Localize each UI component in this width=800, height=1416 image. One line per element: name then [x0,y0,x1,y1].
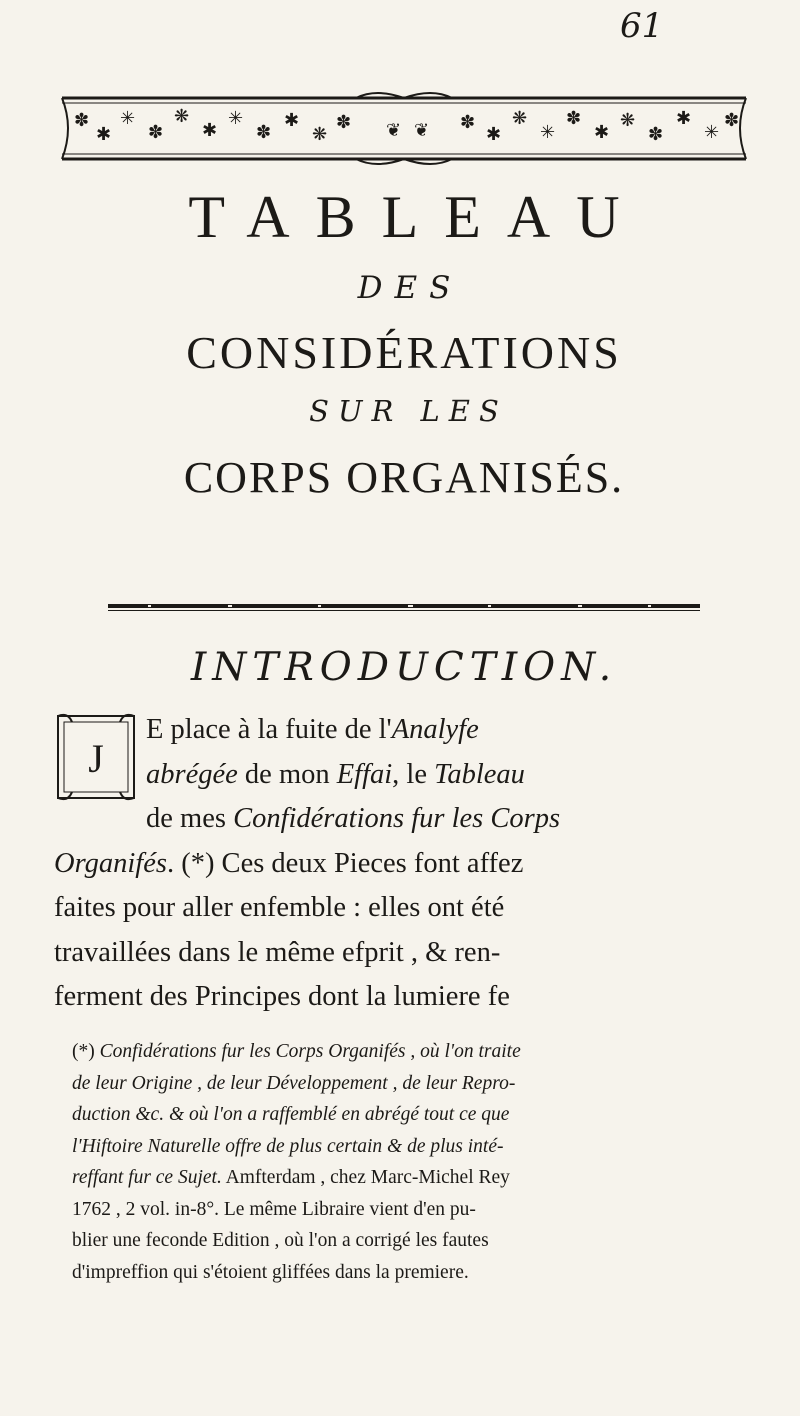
svg-text:✱: ✱ [486,124,502,145]
footnote-line-6: 1762 , 2 vol. in-8°. Le même Libraire vient d'en pu- [72,1198,476,1220]
drop-cap-letter: J [88,736,104,781]
decorative-rule-divider [108,601,700,615]
svg-text:✱: ✱ [96,124,112,145]
svg-text:✱: ✱ [202,120,218,141]
svg-text:✽: ✽ [74,110,90,131]
body-line-4: Organifés. (*) Ces deux Pieces font affez [54,847,524,879]
svg-text:❋: ❋ [312,124,328,145]
title-block [56,174,752,510]
svg-text:❋: ❋ [174,106,190,127]
svg-text:✽: ✽ [566,108,582,129]
svg-text:✽: ✽ [256,122,272,143]
svg-text:✱: ✱ [284,110,300,131]
svg-text:✽: ✽ [336,112,352,133]
svg-text:✳: ✳ [704,122,720,143]
ornamental-header-band-icon [56,88,752,168]
title-corps-organises: CORPS ORGANISÉS. [183,453,625,502]
title-sur-les: SUR LES [309,394,508,428]
svg-text:✽: ✽ [648,124,664,145]
svg-text:❦: ❦ [414,120,430,141]
svg-text:✱: ✱ [676,108,692,129]
svg-text:✽: ✽ [724,110,740,131]
body-line-2: abrégée de mon Effai, le Tableau [146,758,525,790]
body-line-6: travaillées dans le même efprit , & ren- [54,936,501,968]
section-heading: INTRODUCTION. [190,645,618,690]
body-line-1: E place à la fuite de l'Analyfe [146,714,479,745]
body-line-3: de mes Confidérations fur les Corps [146,803,561,834]
title-considerations: CONSIDÉRATIONS [186,327,622,378]
footnote-line-4: l'Hiftoire Naturelle offre de plus certain & de plus inté- [72,1135,504,1157]
title-des: DES [357,270,463,306]
body-paragraph [54,708,704,1020]
body-line-5: faites pour aller enfemble : elles ont été [54,892,505,923]
svg-text:❋: ❋ [512,108,528,129]
page-number: 61 [620,6,664,46]
svg-text:✳: ✳ [120,108,136,129]
footnote-line-7: blier une feconde Edition , où l'on a corrigé les fautes [72,1230,489,1251]
svg-text:✱: ✱ [594,122,610,143]
svg-text:✽: ✽ [148,122,164,143]
footnote-line-8: d'impreffion qui s'étoient gliffées dans la premiere. [72,1261,469,1283]
svg-text:✳: ✳ [228,108,244,129]
svg-text:✳: ✳ [540,122,556,143]
footnote-line-2: de leur Origine , de leur Développement , de leur Repro- [72,1072,516,1094]
body-line-7: ferment des Principes dont la lumiere fe [54,981,510,1012]
svg-text:❋: ❋ [620,110,636,131]
footnote-line-3: duction &c. & où l'on a raffemblé en abrégé tout ce que [72,1104,510,1125]
footnote-line-1: (*) Confidérations fur les Corps Organifés , où l'on traite [72,1041,521,1062]
title-tableau: TABLEAU [188,184,646,250]
footnote [72,1036,712,1288]
svg-text:✽: ✽ [460,112,476,133]
svg-text:❦: ❦ [386,120,402,141]
footnote-line-5: reffant fur ce Sujet. Amfterdam , chez Marc-Michel Rey [72,1167,510,1188]
